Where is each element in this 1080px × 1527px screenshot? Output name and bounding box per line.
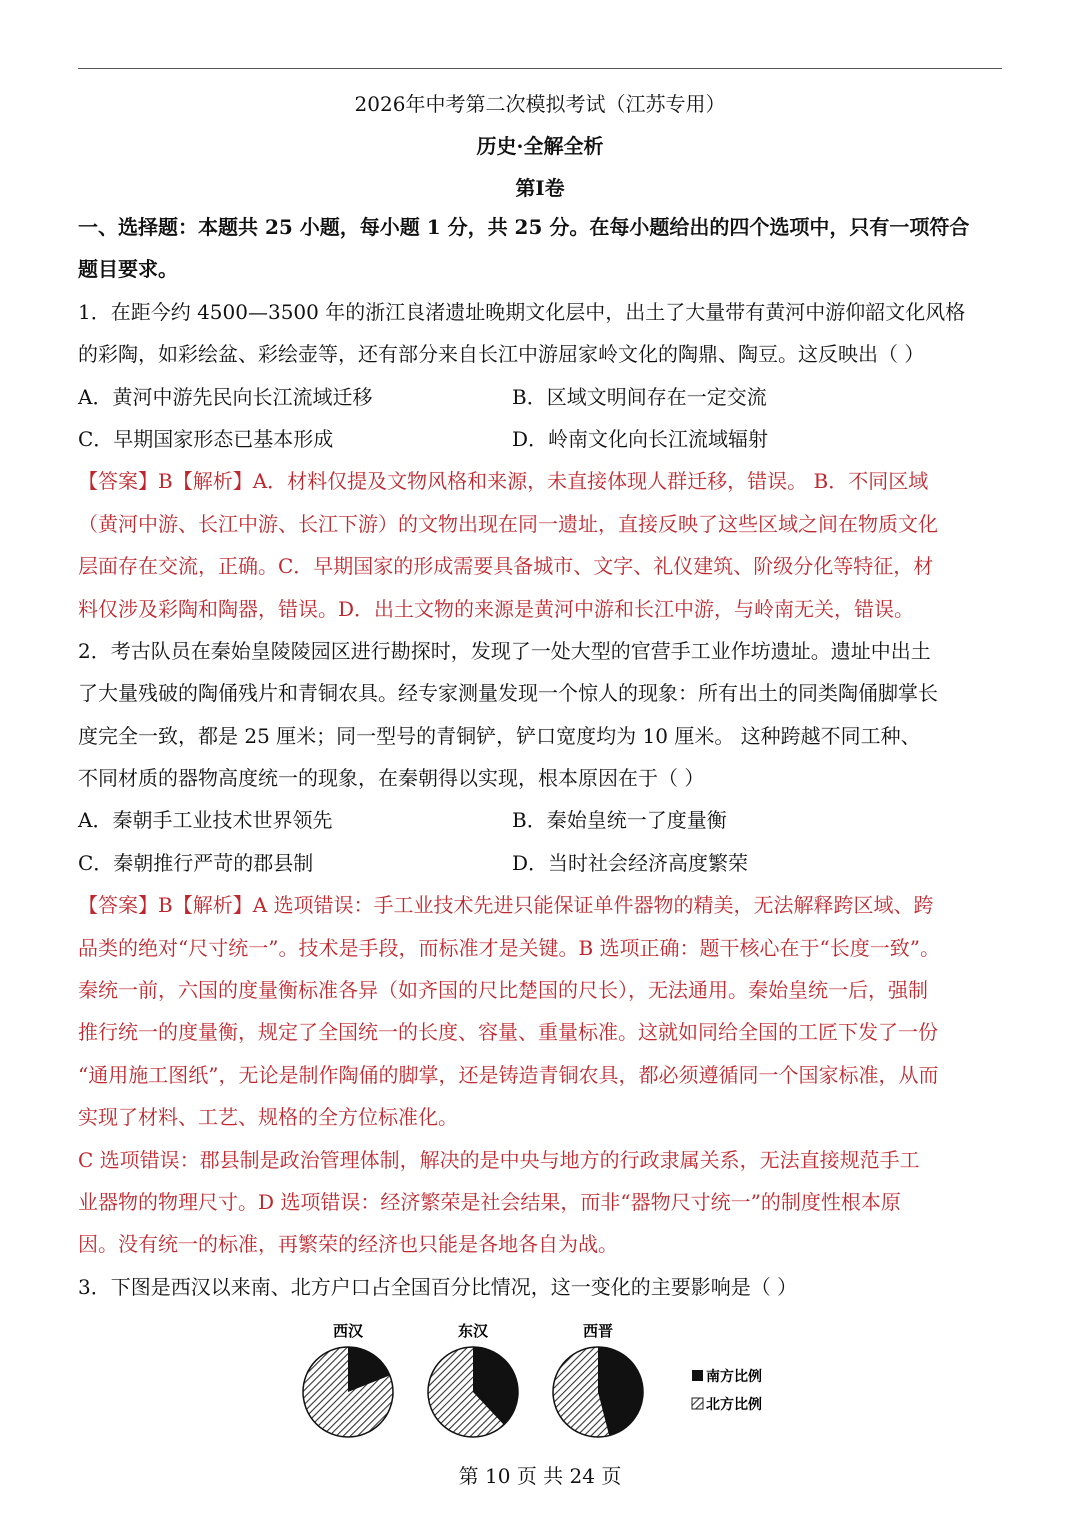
q1-stem: 1．在距今约 4500—3500 年的浙江良渚遗址晚期文化层中，出土了大量带有黄河中游仰韶文化风格 <box>78 299 966 324</box>
q2-option-c: C．秦朝推行严苛的郡县制 <box>78 850 314 875</box>
volume-label: 第Ⅰ卷 <box>515 176 565 200</box>
q2-analysis: 秦统一前，六国的度量衡标准各异（如齐国的尺比楚国的尺长），无法通用。秦始皇统一后，强制 <box>78 978 928 1003</box>
q2-stem: 度完全一致，都是 25 厘米；同一型号的青铜铲，铲口宽度均为 10 厘米。 这种跨越不同工种、 <box>78 723 921 748</box>
q2-analysis: 【答案】B【解析】A 选项错误：手工业技术先进只能保证单件器物的精美，无法解释跨区域、跨 <box>78 893 934 918</box>
legend-south-label: 南方比例 <box>706 1369 762 1385</box>
population-pie-figure <box>300 1316 780 1442</box>
chart-legend <box>692 1368 762 1413</box>
q1-option-a: A．黄河中游先民向长江流域迁移 <box>78 384 373 409</box>
q1-analysis: （黄河中游、长江中游、长江下游）的文物出现在同一遗址，直接反映了这些区域之间在物质文化 <box>78 511 938 536</box>
legend-north-swatch <box>692 1398 703 1409</box>
q1-analysis: 层面存在交流，正确。C．早期国家的形成需要具备城市、文字、礼仪建筑、阶级分化等特征，材 <box>78 554 934 579</box>
q1-stem: 的彩陶，如彩绘盆、彩绘壶等，还有部分来自长江中游屈家岭文化的陶鼎、陶豆。这反映出（ ） <box>78 342 925 367</box>
header-rule <box>78 68 1002 69</box>
q1-options-row <box>78 376 1004 418</box>
q3-stem: 3．下图是西汉以来南、北方户口占全国百分比情况，这一变化的主要影响是（ ） <box>78 1274 798 1299</box>
exam-title: 2026年中考第二次模拟考试（江苏专用） <box>354 92 726 116</box>
q2-analysis: 实现了材料、工艺、规格的全方位标准化。 <box>78 1105 458 1130</box>
section-heading: 一、选择题：本题共 25 小题，每小题 1 分，共 25 分。在每小题给出的四个选项中，只有一项符合 <box>78 215 970 239</box>
q1-option-c: C．早期国家形态已基本形成 <box>78 426 334 451</box>
q2-analysis: 推行统一的度量衡，规定了全国统一的长度、容量、重量标准。这就如同给全国的工匠下发了一份 <box>78 1020 938 1045</box>
q2-options-row <box>78 842 1004 884</box>
exam-subtitle: 历史·全解全析 <box>476 134 604 158</box>
q1-option-d: D．岭南文化向长江流域辐射 <box>512 426 769 451</box>
q2-option-b: B．秦始皇统一了度量衡 <box>512 808 727 833</box>
document-body <box>78 206 1004 1308</box>
q1-analysis: 【答案】B【解析】A．材料仅提及文物风格和来源，未直接体现人群迁移，错误。 B．不同区域 <box>78 469 929 494</box>
legend-north-label: 北方比例 <box>706 1397 762 1413</box>
q2-options-row <box>78 799 1004 841</box>
q2-option-d: D．当时社会经济高度繁荣 <box>512 850 749 875</box>
q2-analysis: 因。没有统一的标准，再繁荣的经济也只能是各地各自为战。 <box>78 1232 618 1257</box>
q2-stem: 了大量残破的陶俑残片和青铜农具。经专家测量发现一个惊人的现象：所有出土的同类陶俑脚掌长 <box>78 681 938 706</box>
q1-option-b: B．区域文明间存在一定交流 <box>512 384 767 409</box>
q1-analysis: 料仅涉及彩陶和陶器，错误。D．出土文物的来源是黄河中游和长江中游，与岭南无关，错误。 <box>78 596 915 621</box>
pie-label: 西晋 <box>582 1322 614 1340</box>
page-number: 第 10 页 共 24 页 <box>458 1464 622 1488</box>
q2-analysis: 业器物的物理尺寸。D 选项错误：经济繁荣是社会结果，而非“器物尺寸统一”的制度性根本原 <box>78 1189 901 1214</box>
q2-stem: 不同材质的器物高度统一的现象，在秦朝得以实现，根本原因在于（ ） <box>78 766 705 791</box>
q2-analysis: “通用施工图纸”，无论是制作陶俑的脚掌，还是铸造青铜农具，都必须遵循同一个国家标准，从而 <box>78 1062 939 1087</box>
pie-label: 东汉 <box>457 1322 489 1340</box>
q2-option-a: A．秦朝手工业技术世界领先 <box>78 808 333 833</box>
pie-label: 西汉 <box>332 1322 364 1340</box>
q2-stem: 2．考古队员在秦始皇陵陵园区进行勘探时，发现了一处大型的官营手工业作坊遗址。遗址中出土 <box>78 638 931 663</box>
section-heading-cont: 题目要求。 <box>78 257 178 282</box>
q2-analysis: C 选项错误：郡县制是政治管理体制，解决的是中央与地方的行政隶属关系，无法直接规范手工 <box>78 1147 920 1172</box>
q1-options-row <box>78 418 1004 460</box>
q2-analysis: 品类的绝对“尺寸统一”。技术是手段，而标准才是关键。B 选项正确：题干核心在于“长度一致”。 <box>78 935 940 960</box>
legend-south-swatch <box>692 1370 703 1381</box>
